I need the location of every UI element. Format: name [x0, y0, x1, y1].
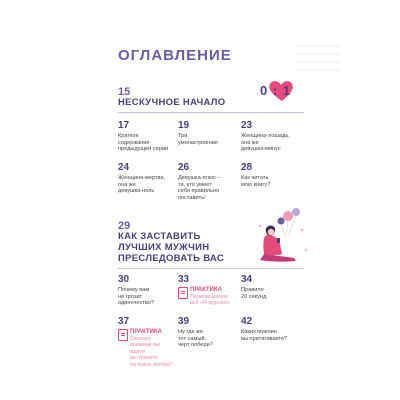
notebook-icon [178, 287, 188, 299]
toc-page-number: 28 [241, 162, 253, 173]
toc-item[interactable] [241, 162, 293, 188]
practice-label: ПРАКТИКА [118, 329, 174, 336]
toc-item[interactable] [241, 120, 293, 153]
toc-item-text: Женщина-жертва, она же девушка-ноль [118, 175, 166, 195]
toc-page-number: 33 [178, 274, 190, 285]
section-title: КАК ЗАСТАВИТЬ ЛУЧШИХ МУЖЧИН ПРЕСЛЕДОВАТЬ ВАС [118, 231, 225, 264]
practice-label: ПРАКТИКА [178, 287, 234, 294]
toc-item-text: Три умонастроения [178, 133, 218, 146]
toc-item-text: Девушка-плюс – та, кто умеет себя правильно поставить! [178, 175, 221, 201]
toc-item[interactable] [118, 120, 170, 153]
balloons-icon [278, 208, 301, 236]
toc-item-text: Почему вам не грозит одиночество? [118, 287, 154, 307]
toc-page-number: 30 [118, 274, 130, 285]
notebook-icon [118, 329, 128, 341]
toc-page-number: 23 [241, 120, 253, 131]
toc-page-number: 34 [241, 274, 253, 285]
toc-item[interactable] [178, 162, 230, 201]
toc-practice-item[interactable] [118, 316, 174, 368]
toc-item-text: Правило 20 секунд [241, 287, 267, 300]
toc-page-number: 42 [241, 316, 253, 327]
toc-page-number: 26 [178, 162, 190, 173]
toc-item[interactable] [178, 120, 230, 146]
woman-icon [260, 225, 296, 261]
toc-item[interactable] [241, 274, 293, 300]
toc-item-text: Краткое содержание предыдущей серии [118, 133, 169, 153]
page-title: ОГЛАВЛЕНИЕ [118, 47, 232, 64]
toc-item-text: Женщина-лошадь, она же девушка-минус [241, 133, 290, 153]
toc-item-text: Сколько времени вы ждете вы тратите на поиск любви? [130, 336, 173, 368]
toc-item[interactable] [118, 162, 170, 195]
toc-item[interactable] [178, 316, 230, 349]
section-divider [118, 268, 304, 269]
toc-item[interactable] [241, 316, 293, 342]
toc-page-number: 19 [178, 120, 190, 131]
toc-item-text: Как читать мою книгу? [241, 175, 271, 188]
toc-page-number: 17 [118, 120, 130, 131]
toc-item-text: Каких мужчин вы притягиваете? [241, 329, 288, 342]
section-title: НЕСКУЧНОЕ НАЧАЛО [118, 97, 226, 108]
section-number: 15 [118, 86, 131, 98]
section-number: 29 [118, 220, 131, 232]
section-divider [118, 112, 304, 113]
toc-item-text: Переписываем всё «Я журнал» [190, 294, 230, 307]
toc-practice-item[interactable] [178, 274, 234, 307]
toc-item[interactable] [118, 274, 170, 307]
toc-page-number: 39 [178, 316, 190, 327]
woman-with-balloons-illustration [252, 206, 312, 266]
score-logo-text: 0 : 1 [260, 83, 292, 98]
toc-item-text: Ну где же тот самый, черт побери? [178, 329, 213, 349]
decor-lines-icon [296, 40, 340, 76]
score-heart-logo [260, 79, 302, 103]
toc-page-number: 37 [118, 316, 130, 327]
toc-page-number: 24 [118, 162, 130, 173]
